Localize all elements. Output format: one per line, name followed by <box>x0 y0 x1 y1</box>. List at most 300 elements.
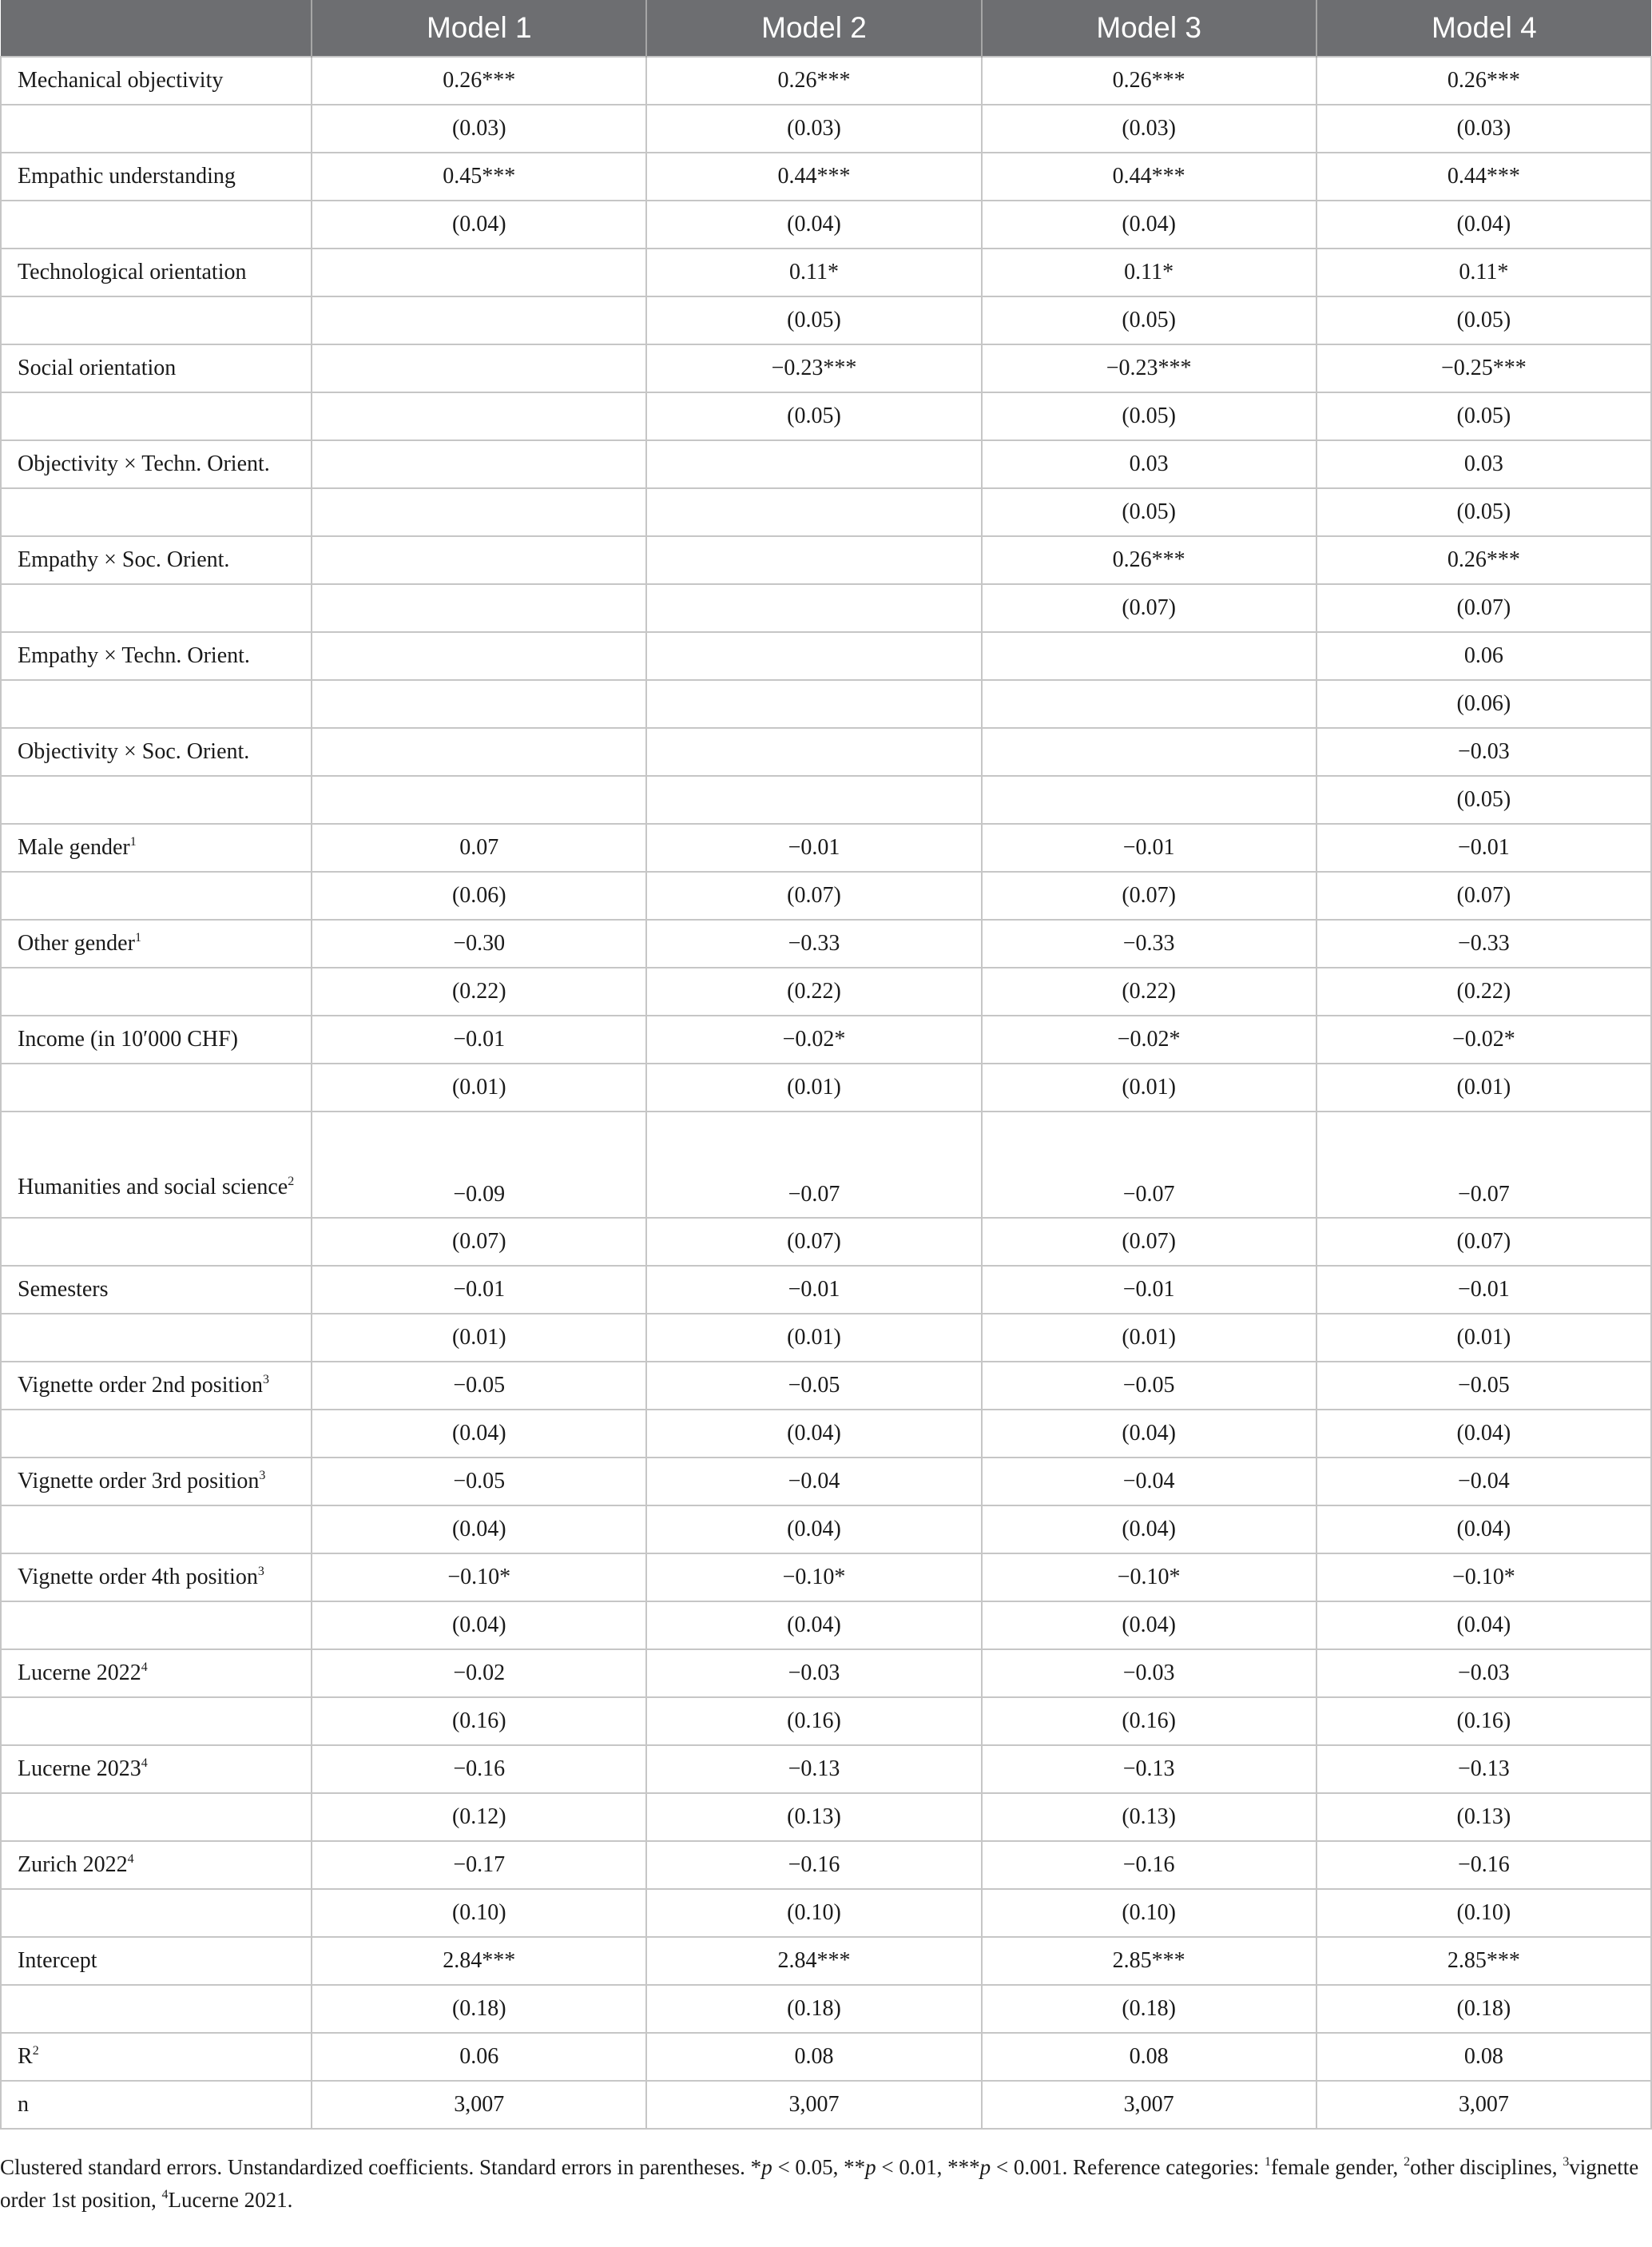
value-cell-model-1: 0.07 <box>312 824 646 872</box>
row-label-cell <box>1 105 312 153</box>
value-cell-model-1: −0.05 <box>312 1458 646 1505</box>
value-cell-model-4: −0.13 <box>1316 1745 1651 1793</box>
value-cell-model-3: (0.04) <box>982 1601 1316 1649</box>
row-label-cell <box>1 1649 312 1697</box>
row-label-cell <box>1 201 312 249</box>
value-cell-model-2: (0.16) <box>646 1697 981 1745</box>
value-cell-model-3: (0.18) <box>982 1985 1316 2033</box>
value-cell-model-3: 0.03 <box>982 440 1316 488</box>
row-label: Humanities and social science <box>18 1175 288 1199</box>
value-cell-model-2: −0.05 <box>646 1362 981 1410</box>
value-cell-model-3: 0.26*** <box>982 536 1316 584</box>
value-cell-model-4: 0.26*** <box>1316 536 1651 584</box>
value-cell-model-3: −0.10* <box>982 1553 1316 1601</box>
row-label-cell <box>1 2081 312 2129</box>
footnote-p-symbol: p <box>979 2155 991 2179</box>
value-cell-model-4: −0.25*** <box>1316 344 1651 392</box>
row-label-footnote-marker: 3 <box>263 1373 270 1386</box>
row-label: Lucerne 2022 <box>18 1660 141 1685</box>
row-label-footnote-marker: 3 <box>259 1469 266 1482</box>
footnote-sup: 3 <box>1563 2155 1570 2169</box>
table-row <box>1 1266 1651 1314</box>
value-cell-model-4: −0.05 <box>1316 1362 1651 1410</box>
row-label: Other gender <box>18 931 135 956</box>
table-row <box>1 1458 1651 1505</box>
footnote-text: < 0.001. Reference categories: <box>991 2155 1265 2179</box>
value-cell-model-3: (0.07) <box>982 584 1316 632</box>
value-cell-model-3: 3,007 <box>982 2081 1316 2129</box>
table-header <box>1 0 1651 57</box>
value-cell-model-4: (0.16) <box>1316 1697 1651 1745</box>
table-row <box>1 536 1651 584</box>
value-cell-model-3: −0.05 <box>982 1362 1316 1410</box>
row-label-footnote-marker: 4 <box>141 1756 148 1770</box>
table-row-se <box>1 1064 1651 1112</box>
row-label-footnote-marker: 4 <box>127 1852 134 1866</box>
value-cell-model-4: −0.16 <box>1316 1841 1651 1889</box>
value-cell-model-3: (0.05) <box>982 392 1316 440</box>
value-cell-model-4: 0.44*** <box>1316 153 1651 201</box>
value-cell-model-4: 0.11* <box>1316 249 1651 296</box>
value-cell-model-1 <box>312 680 646 728</box>
row-label-cell <box>1 536 312 584</box>
value-cell-model-1 <box>312 440 646 488</box>
value-cell-model-2: 0.44*** <box>646 153 981 201</box>
value-cell-model-1: −0.16 <box>312 1745 646 1793</box>
row-label: Empathy × Techn. Orient. <box>18 643 250 668</box>
table-row <box>1 1745 1651 1793</box>
value-cell-model-4: 3,007 <box>1316 2081 1651 2129</box>
value-cell-model-4: (0.05) <box>1316 296 1651 344</box>
value-cell-model-3: −0.07 <box>982 1112 1316 1218</box>
value-cell-model-1 <box>312 632 646 680</box>
header-cell-model-1: Model 1 <box>312 0 646 57</box>
table-row-se <box>1 1697 1651 1745</box>
value-cell-model-4: −0.01 <box>1316 1266 1651 1314</box>
row-label-cell <box>1 1266 312 1314</box>
value-cell-model-1: 0.45*** <box>312 153 646 201</box>
row-label-cell <box>1 584 312 632</box>
value-cell-model-2 <box>646 584 981 632</box>
value-cell-model-3: −0.02* <box>982 1016 1316 1064</box>
footnote-text: < 0.01, *** <box>876 2155 980 2179</box>
table-row <box>1 153 1651 201</box>
value-cell-model-3: (0.01) <box>982 1314 1316 1362</box>
table-row <box>1 824 1651 872</box>
row-label: Empathic understanding <box>18 164 236 189</box>
value-cell-model-2: (0.05) <box>646 296 981 344</box>
value-cell-model-2: −0.01 <box>646 1266 981 1314</box>
value-cell-model-2 <box>646 728 981 776</box>
row-label-cell <box>1 1889 312 1937</box>
table-row-se <box>1 680 1651 728</box>
table-row <box>1 1016 1651 1064</box>
table-row <box>1 344 1651 392</box>
value-cell-model-1: (0.01) <box>312 1064 646 1112</box>
value-cell-model-3: 0.44*** <box>982 153 1316 201</box>
value-cell-model-1: (0.12) <box>312 1793 646 1841</box>
value-cell-model-1: 0.06 <box>312 2033 646 2081</box>
row-label: n <box>18 2092 29 2117</box>
row-label-cell <box>1 1553 312 1601</box>
table-row <box>1 249 1651 296</box>
row-label-cell <box>1 632 312 680</box>
value-cell-model-2: (0.04) <box>646 1601 981 1649</box>
value-cell-model-3: −0.33 <box>982 920 1316 968</box>
footnote-sup: 2 <box>1404 2155 1411 2169</box>
value-cell-model-2: (0.13) <box>646 1793 981 1841</box>
row-label-cell <box>1 728 312 776</box>
table-row <box>1 1112 1651 1218</box>
value-cell-model-3 <box>982 632 1316 680</box>
row-label-cell <box>1 920 312 968</box>
header-cell-model-3: Model 3 <box>982 0 1316 57</box>
value-cell-model-1 <box>312 584 646 632</box>
table-row <box>1 632 1651 680</box>
value-cell-model-3: 0.26*** <box>982 57 1316 105</box>
table-row-se <box>1 488 1651 536</box>
value-cell-model-2: (0.10) <box>646 1889 981 1937</box>
value-cell-model-2: 0.11* <box>646 249 981 296</box>
value-cell-model-3: (0.04) <box>982 1505 1316 1553</box>
value-cell-model-4: −0.10* <box>1316 1553 1651 1601</box>
row-label-cell <box>1 872 312 920</box>
value-cell-model-1: 0.26*** <box>312 57 646 105</box>
value-cell-model-3: −0.23*** <box>982 344 1316 392</box>
value-cell-model-2: (0.22) <box>646 968 981 1016</box>
row-label-footnote-marker: 4 <box>141 1660 148 1674</box>
value-cell-model-2 <box>646 488 981 536</box>
row-label: Vignette order 3rd position <box>18 1469 260 1493</box>
row-label-cell <box>1 1601 312 1649</box>
value-cell-model-2 <box>646 632 981 680</box>
value-cell-model-3: (0.05) <box>982 296 1316 344</box>
table-row <box>1 1362 1651 1410</box>
value-cell-model-4: −0.33 <box>1316 920 1651 968</box>
value-cell-model-1: −0.01 <box>312 1266 646 1314</box>
value-cell-model-3: −0.04 <box>982 1458 1316 1505</box>
value-cell-model-3: (0.22) <box>982 968 1316 1016</box>
row-label-footnote-marker: 1 <box>129 835 137 849</box>
row-label: Lucerne 2023 <box>18 1756 141 1781</box>
value-cell-model-4: (0.07) <box>1316 584 1651 632</box>
footnote-text: < 0.05, ** <box>772 2155 866 2179</box>
row-label-cell <box>1 344 312 392</box>
footnote-sup: 4 <box>161 2188 169 2201</box>
table-row-se <box>1 1505 1651 1553</box>
value-cell-model-1 <box>312 249 646 296</box>
table-row <box>1 1937 1651 1985</box>
row-label-cell <box>1 1697 312 1745</box>
value-cell-model-4: (0.01) <box>1316 1314 1651 1362</box>
value-cell-model-2: 3,007 <box>646 2081 981 2129</box>
row-label: R <box>18 2044 33 2069</box>
row-label-cell <box>1 1505 312 1553</box>
row-label: Technological orientation <box>18 260 247 284</box>
value-cell-model-3: −0.03 <box>982 1649 1316 1697</box>
table-row-se <box>1 1218 1651 1266</box>
value-cell-model-2: −0.16 <box>646 1841 981 1889</box>
value-cell-model-1: (0.04) <box>312 201 646 249</box>
value-cell-model-4: (0.07) <box>1316 1218 1651 1266</box>
value-cell-model-1: 2.84*** <box>312 1937 646 1985</box>
value-cell-model-2 <box>646 440 981 488</box>
value-cell-model-1 <box>312 776 646 824</box>
header-cell-variable <box>1 0 312 57</box>
table-row <box>1 728 1651 776</box>
value-cell-model-4: 0.06 <box>1316 632 1651 680</box>
row-label-cell <box>1 1112 312 1218</box>
table-row <box>1 1841 1651 1889</box>
value-cell-model-2: (0.05) <box>646 392 981 440</box>
row-label: Male gender <box>18 835 130 860</box>
row-label-cell <box>1 1458 312 1505</box>
value-cell-model-1: (0.10) <box>312 1889 646 1937</box>
value-cell-model-4: (0.06) <box>1316 680 1651 728</box>
value-cell-model-3: 0.08 <box>982 2033 1316 2081</box>
row-label-cell <box>1 776 312 824</box>
value-cell-model-1: (0.04) <box>312 1601 646 1649</box>
row-label-cell <box>1 153 312 201</box>
value-cell-model-2: −0.04 <box>646 1458 981 1505</box>
table-row <box>1 1553 1651 1601</box>
footnote-text: other disciplines, <box>1410 2155 1563 2179</box>
value-cell-model-4: (0.18) <box>1316 1985 1651 2033</box>
row-label: Vignette order 4th position <box>18 1565 258 1589</box>
row-label-cell <box>1 249 312 296</box>
footnote-text: vignette order 1st position, <box>0 2155 1639 2212</box>
footnote-p-symbol: p <box>865 2155 876 2179</box>
row-label-cell <box>1 1985 312 2033</box>
value-cell-model-4: −0.07 <box>1316 1112 1651 1218</box>
row-label-cell <box>1 1064 312 1112</box>
row-label: Mechanical objectivity <box>18 68 224 93</box>
value-cell-model-2: −0.33 <box>646 920 981 968</box>
value-cell-model-2: (0.07) <box>646 872 981 920</box>
value-cell-model-2 <box>646 776 981 824</box>
header-cell-model-4: Model 4 <box>1316 0 1651 57</box>
table-row <box>1 2081 1651 2129</box>
value-cell-model-3 <box>982 728 1316 776</box>
value-cell-model-2: −0.13 <box>646 1745 981 1793</box>
header-cell-model-2: Model 2 <box>646 0 981 57</box>
row-label-cell <box>1 296 312 344</box>
row-label-cell <box>1 440 312 488</box>
value-cell-model-3: (0.05) <box>982 488 1316 536</box>
row-label-footnote-marker: 3 <box>257 1565 264 1578</box>
footnote-text: Clustered standard errors. Unstandardized coefficients. Standard errors in parentheses. * <box>0 2155 762 2179</box>
value-cell-model-1: (0.04) <box>312 1410 646 1458</box>
value-cell-model-2: 0.26*** <box>646 57 981 105</box>
row-label-footnote-marker: 2 <box>288 1175 295 1188</box>
value-cell-model-1: −0.10* <box>312 1553 646 1601</box>
table-row-se <box>1 105 1651 153</box>
value-cell-model-1 <box>312 296 646 344</box>
value-cell-model-2: 2.84*** <box>646 1937 981 1985</box>
value-cell-model-1: (0.04) <box>312 1505 646 1553</box>
table-body <box>1 57 1651 2129</box>
value-cell-model-3: (0.04) <box>982 201 1316 249</box>
value-cell-model-2: −0.03 <box>646 1649 981 1697</box>
value-cell-model-1: −0.17 <box>312 1841 646 1889</box>
value-cell-model-4: 2.85*** <box>1316 1937 1651 1985</box>
footnote-sup: 1 <box>1264 2155 1271 2169</box>
value-cell-model-3: (0.13) <box>982 1793 1316 1841</box>
value-cell-model-3: −0.13 <box>982 1745 1316 1793</box>
row-label: Income (in 10′000 CHF) <box>18 1027 238 1052</box>
value-cell-model-3: 2.85*** <box>982 1937 1316 1985</box>
value-cell-model-3: −0.16 <box>982 1841 1316 1889</box>
footnote-text: female gender, <box>1270 2155 1404 2179</box>
value-cell-model-4: (0.04) <box>1316 1601 1651 1649</box>
value-cell-model-3: (0.01) <box>982 1064 1316 1112</box>
table-row-se <box>1 1985 1651 2033</box>
row-label: Intercept <box>18 1948 97 1973</box>
table-row-se <box>1 1793 1651 1841</box>
value-cell-model-1: (0.01) <box>312 1314 646 1362</box>
table-row-se <box>1 1314 1651 1362</box>
value-cell-model-3: (0.04) <box>982 1410 1316 1458</box>
value-cell-model-1: (0.16) <box>312 1697 646 1745</box>
value-cell-model-2: −0.07 <box>646 1112 981 1218</box>
table-row-se <box>1 1410 1651 1458</box>
table-row-se <box>1 872 1651 920</box>
footnote-text: Lucerne 2021. <box>168 2188 293 2212</box>
value-cell-model-1: −0.02 <box>312 1649 646 1697</box>
table-row-se <box>1 1601 1651 1649</box>
value-cell-model-1: −0.09 <box>312 1112 646 1218</box>
row-label-cell <box>1 488 312 536</box>
row-label-cell <box>1 1793 312 1841</box>
value-cell-model-4: −0.03 <box>1316 1649 1651 1697</box>
row-label-cell <box>1 1218 312 1266</box>
value-cell-model-1 <box>312 344 646 392</box>
value-cell-model-3 <box>982 680 1316 728</box>
value-cell-model-1: −0.05 <box>312 1362 646 1410</box>
value-cell-model-4: (0.05) <box>1316 392 1651 440</box>
value-cell-model-4: (0.22) <box>1316 968 1651 1016</box>
value-cell-model-4: (0.01) <box>1316 1064 1651 1112</box>
value-cell-model-3: (0.07) <box>982 872 1316 920</box>
value-cell-model-4: (0.13) <box>1316 1793 1651 1841</box>
value-cell-model-1: (0.06) <box>312 872 646 920</box>
value-cell-model-4: (0.04) <box>1316 201 1651 249</box>
header-row <box>1 0 1651 57</box>
value-cell-model-4: (0.03) <box>1316 105 1651 153</box>
row-label-footnote-marker: 1 <box>134 931 141 945</box>
row-label-cell <box>1 824 312 872</box>
value-cell-model-2: (0.18) <box>646 1985 981 2033</box>
value-cell-model-2: (0.03) <box>646 105 981 153</box>
row-label: Semesters <box>18 1277 109 1302</box>
value-cell-model-4: −0.01 <box>1316 824 1651 872</box>
value-cell-model-2: −0.02* <box>646 1016 981 1064</box>
row-label-cell <box>1 1362 312 1410</box>
row-label-footnote-marker: 2 <box>32 2044 39 2058</box>
row-label-cell <box>1 1314 312 1362</box>
value-cell-model-2 <box>646 680 981 728</box>
value-cell-model-3: −0.01 <box>982 1266 1316 1314</box>
table-row-se <box>1 776 1651 824</box>
value-cell-model-1 <box>312 728 646 776</box>
row-label-cell <box>1 1016 312 1064</box>
value-cell-model-3: 0.11* <box>982 249 1316 296</box>
row-label: Objectivity × Techn. Orient. <box>18 451 270 476</box>
value-cell-model-2: (0.07) <box>646 1218 981 1266</box>
value-cell-model-1 <box>312 392 646 440</box>
value-cell-model-3: −0.01 <box>982 824 1316 872</box>
value-cell-model-2 <box>646 536 981 584</box>
value-cell-model-3: (0.07) <box>982 1218 1316 1266</box>
row-label: Zurich 2022 <box>18 1852 128 1877</box>
value-cell-model-4: 0.03 <box>1316 440 1651 488</box>
table-footnote <box>0 2151 1646 2217</box>
row-label-cell <box>1 392 312 440</box>
table-row <box>1 920 1651 968</box>
value-cell-model-1 <box>312 488 646 536</box>
value-cell-model-3 <box>982 776 1316 824</box>
row-label: Social orientation <box>18 356 177 380</box>
row-label-cell <box>1 57 312 105</box>
value-cell-model-3: (0.10) <box>982 1889 1316 1937</box>
value-cell-model-1: (0.18) <box>312 1985 646 2033</box>
row-label: Vignette order 2nd position <box>18 1373 264 1398</box>
footnote-p-symbol: p <box>761 2155 772 2179</box>
row-label: Objectivity × Soc. Orient. <box>18 739 250 764</box>
value-cell-model-1: (0.22) <box>312 968 646 1016</box>
value-cell-model-4: (0.05) <box>1316 776 1651 824</box>
value-cell-model-4: −0.03 <box>1316 728 1651 776</box>
table-row <box>1 2033 1651 2081</box>
value-cell-model-2: −0.01 <box>646 824 981 872</box>
value-cell-model-4: (0.04) <box>1316 1410 1651 1458</box>
table-row-se <box>1 1889 1651 1937</box>
value-cell-model-1: (0.07) <box>312 1218 646 1266</box>
table-row <box>1 1649 1651 1697</box>
value-cell-model-4: −0.02* <box>1316 1016 1651 1064</box>
value-cell-model-2: (0.04) <box>646 1410 981 1458</box>
table-row-se <box>1 968 1651 1016</box>
value-cell-model-1: −0.30 <box>312 920 646 968</box>
value-cell-model-2: −0.23*** <box>646 344 981 392</box>
table-row-se <box>1 296 1651 344</box>
value-cell-model-1: −0.01 <box>312 1016 646 1064</box>
table-row <box>1 440 1651 488</box>
value-cell-model-2: (0.04) <box>646 1505 981 1553</box>
value-cell-model-2: (0.04) <box>646 201 981 249</box>
value-cell-model-1: 3,007 <box>312 2081 646 2129</box>
row-label-cell <box>1 1841 312 1889</box>
row-label-cell <box>1 680 312 728</box>
value-cell-model-2: 0.08 <box>646 2033 981 2081</box>
value-cell-model-3: (0.16) <box>982 1697 1316 1745</box>
value-cell-model-4: (0.07) <box>1316 872 1651 920</box>
value-cell-model-4: (0.04) <box>1316 1505 1651 1553</box>
row-label-cell <box>1 1937 312 1985</box>
value-cell-model-4: (0.10) <box>1316 1889 1651 1937</box>
table-row <box>1 57 1651 105</box>
value-cell-model-1 <box>312 536 646 584</box>
value-cell-model-4: 0.26*** <box>1316 57 1651 105</box>
value-cell-model-2: (0.01) <box>646 1064 981 1112</box>
table-row-se <box>1 201 1651 249</box>
table-row-se <box>1 392 1651 440</box>
value-cell-model-1: (0.03) <box>312 105 646 153</box>
value-cell-model-3: (0.03) <box>982 105 1316 153</box>
value-cell-model-2: −0.10* <box>646 1553 981 1601</box>
row-label-cell <box>1 2033 312 2081</box>
row-label-cell <box>1 1745 312 1793</box>
